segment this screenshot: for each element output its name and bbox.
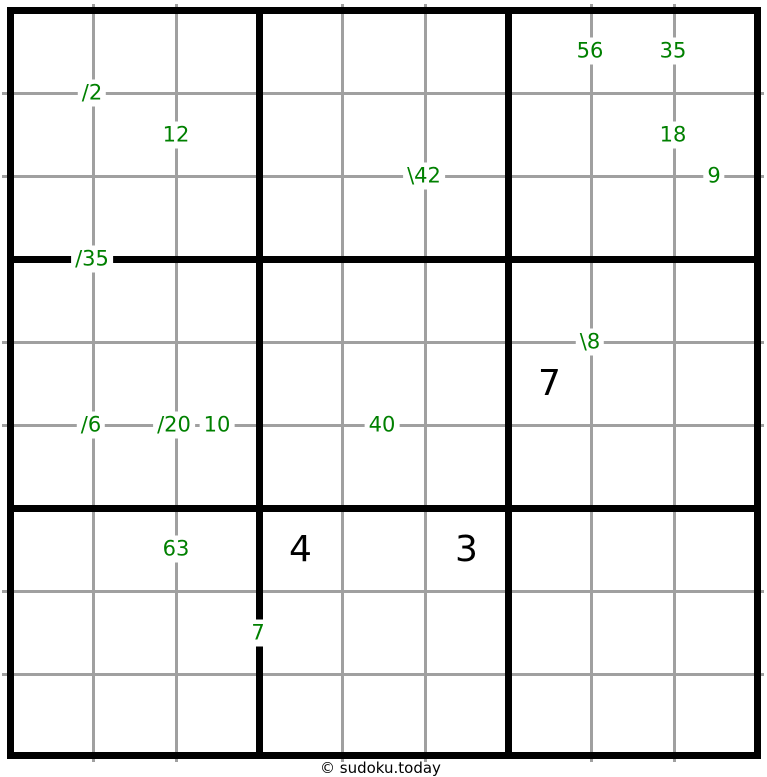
cell-r4c3[interactable] (178, 261, 258, 341)
cell-r4c5[interactable] (344, 261, 424, 341)
cell-r4c9[interactable] (676, 261, 756, 341)
cell-r3c8[interactable] (593, 178, 673, 258)
cell-r6c1[interactable] (12, 427, 92, 507)
cell-r6c6[interactable] (427, 427, 507, 507)
box-border-horizontal (7, 7, 761, 14)
cell-r3c5[interactable] (344, 178, 424, 258)
cell-r1c4[interactable] (261, 12, 341, 92)
given-digit: 3 (455, 528, 478, 570)
cell-r5c9[interactable] (676, 344, 756, 424)
copyright-text: © sudoku.today (320, 759, 441, 777)
cell-r7c8[interactable] (593, 510, 673, 590)
cell-r6c4[interactable] (261, 427, 341, 507)
cell-r1c5[interactable] (344, 12, 424, 92)
cell-grid-line-horizontal (2, 673, 764, 676)
cell-r3c7[interactable] (510, 178, 590, 258)
cell-grid-line-horizontal (2, 590, 764, 593)
cell-r4c8[interactable] (593, 261, 673, 341)
cell-grid-line-vertical (341, 4, 344, 762)
clue-label: 12 (159, 122, 194, 149)
cell-r9c6[interactable] (427, 676, 507, 754)
cell-r2c4[interactable] (261, 95, 341, 175)
clue-label: 56 (573, 38, 608, 65)
cell-r7c7[interactable] (510, 510, 590, 590)
cell-r5c8[interactable] (593, 344, 673, 424)
cell-r2c1[interactable] (12, 95, 92, 175)
cell-grid-line-vertical (175, 4, 178, 762)
cell-r8c1[interactable] (12, 593, 92, 673)
box-border-vertical (754, 7, 761, 759)
cell-r9c9[interactable] (676, 676, 756, 754)
cell-r8c2[interactable] (95, 593, 175, 673)
cell-r6c8[interactable] (593, 427, 673, 507)
clue-label: /35 (71, 246, 113, 273)
box-border-horizontal (7, 256, 761, 263)
cell-r8c6[interactable] (427, 593, 507, 673)
clue-label: 7 (247, 620, 268, 647)
cell-r4c4[interactable] (261, 261, 341, 341)
cell-r3c4[interactable] (261, 178, 341, 258)
clue-label: \8 (576, 329, 604, 356)
cell-r8c9[interactable] (676, 593, 756, 673)
cell-r8c8[interactable] (593, 593, 673, 673)
cell-r2c7[interactable] (510, 95, 590, 175)
cell-r8c7[interactable] (510, 593, 590, 673)
cell-grid-line-horizontal (2, 341, 764, 344)
cell-r1c6[interactable] (427, 12, 507, 92)
cell-r7c5[interactable] (344, 510, 424, 590)
cell-grid-line-vertical (424, 4, 427, 762)
box-border-horizontal (7, 752, 761, 759)
clue-label: 40 (365, 412, 400, 439)
cell-r3c3[interactable] (178, 178, 258, 258)
cell-grid-line-vertical (92, 4, 95, 762)
cell-r3c9[interactable] (676, 178, 756, 258)
cell-r7c1[interactable] (12, 510, 92, 590)
cell-r9c1[interactable] (12, 676, 92, 754)
clue-label: 35 (656, 38, 691, 65)
box-border-vertical (7, 7, 14, 759)
clue-label: /6 (77, 412, 105, 439)
cell-r9c8[interactable] (593, 676, 673, 754)
cell-r4c2[interactable] (95, 261, 175, 341)
cell-r9c4[interactable] (261, 676, 341, 754)
given-digit: 4 (289, 528, 312, 570)
cell-r6c9[interactable] (676, 427, 756, 507)
cell-grid-line-horizontal (2, 92, 764, 95)
clue-label: 63 (159, 536, 194, 563)
box-border-vertical (505, 7, 512, 759)
cell-r6c2[interactable] (95, 427, 175, 507)
cell-r6c3[interactable] (178, 427, 258, 507)
clue-label: /20 (153, 412, 195, 439)
cell-r6c7[interactable] (510, 427, 590, 507)
cell-r5c4[interactable] (261, 344, 341, 424)
cell-r3c6[interactable] (427, 178, 507, 258)
cell-grid-line-vertical (673, 4, 676, 762)
cell-r5c6[interactable] (427, 344, 507, 424)
clue-label: \42 (403, 163, 445, 190)
cell-r9c7[interactable] (510, 676, 590, 754)
cell-r8c3[interactable] (178, 593, 258, 673)
cell-r1c2[interactable] (95, 12, 175, 92)
cell-r8c5[interactable] (344, 593, 424, 673)
cell-grid-line-vertical (590, 4, 593, 762)
cell-r9c5[interactable] (344, 676, 424, 754)
clue-label: /2 (78, 80, 106, 107)
cell-r7c9[interactable] (676, 510, 756, 590)
cell-r4c1[interactable] (12, 261, 92, 341)
clue-label: 10 (200, 412, 235, 439)
cell-grid-line-horizontal (2, 175, 764, 178)
cell-r9c2[interactable] (95, 676, 175, 754)
cell-r8c4[interactable] (261, 593, 341, 673)
clue-label: 9 (703, 163, 724, 190)
cell-r1c3[interactable] (178, 12, 258, 92)
given-digit: 7 (538, 362, 561, 404)
cell-r6c5[interactable] (344, 427, 424, 507)
cell-r4c6[interactable] (427, 261, 507, 341)
cell-r9c3[interactable] (178, 676, 258, 754)
clue-label: 18 (656, 122, 691, 149)
box-border-horizontal (7, 505, 761, 512)
